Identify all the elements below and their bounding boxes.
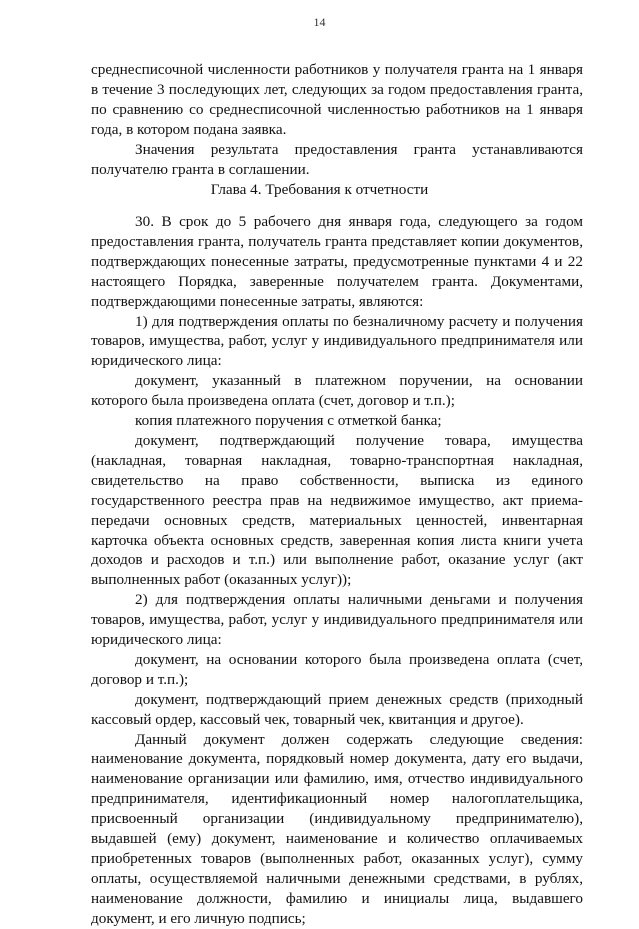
paragraph-cash-basis-document: документ, на основании которого была произведена оплата (счет, договор и т.п.); [91, 650, 583, 688]
paragraph-payment-order: копия платежного поручения с отметкой банка; [135, 412, 442, 430]
intro-paragraph-continued: среднесписочной численности работников у получателя гранта на 1 января в течение 3 последующих лет, следующих за годом предоставления гранта, по сравнению со среднесписочной численностью работников на 1 января года, в котором подана заявка. [91, 61, 583, 138]
paragraph-receipt-document: документ, подтверждающий получение товара, имущества (накладная, товарная накладная, товарно-транспортная накладная, свидетельство на право собственности, выписка из единого государственного реестра прав на недвижимое имущество, акт приема-передачи основных средств, материальных ценностей, инвентарная карточка объекта основных средств, заверенная копия листа книги учета доходов и расходов и т.п.) или выполнение работ, оказание услуг (акт выполненных работ (оказанных услуг)); [91, 431, 583, 589]
paragraph-cashless: 1) для подтверждения оплаты по безналичному расчету и получения товаров, имущества, работ, услуг у индивидуального предпринимателя или юридического лица: [91, 312, 583, 370]
intro-block [91, 60, 583, 179]
section-30-block [91, 212, 583, 929]
paragraph-cash: 2) для подтверждения оплаты наличными деньгами и получения товаров, имущества, работ, услуг у индивидуального предпринимателя или юридического лица: [91, 591, 583, 649]
page-number: 14 [313, 15, 326, 29]
paragraph-cash-receipt: документ, подтверждающий прием денежных средств (приходный кассовый ордер, кассовый чек, товарный чек, квитанция и другое). [91, 690, 583, 728]
paragraph-payment-document: документ, указанный в платежном поручении, на основании которого была произведена оплата (счет, договор и т.п.); [91, 372, 583, 410]
paragraph-30: 30. В срок до 5 рабочего дня января года, следующего за годом предоставления гранта, получатель гранта представляет копии документов, подтверждающих понесенные затраты, предусмотренные пунктами 4 и 22 настоящего Порядка, заверенные получателем гранта. Документами, подтверждающими понесенные затраты, являются: [91, 213, 583, 310]
chapter-heading: Глава 4. Требования к отчетности [210, 181, 429, 198]
intro-paragraph-result: Значения результата предоставления гранта устанавливаются получателю гранта в соглашении. [91, 140, 583, 178]
paragraph-required-details: Данный документ должен содержать следующие сведения: наименование документа, порядковый номер документа, дату его выдачи, наименование организации или фамилию, имя, отчество индивидуального предпринимателя, идентификационный номер налогоплательщика, присвоенный организации (индивидуальному предпринимателю), выдавшей (ему) документ, наименование и количество оплачиваемых приобретенных товаров (выполненных работ, оказанных услуг), сумму оплаты, осуществляемой наличными денежными средствами, в рублях, наименование должности, фамилию и инициалы лица, выдавшего документ, и его личную подпись; [91, 730, 583, 927]
